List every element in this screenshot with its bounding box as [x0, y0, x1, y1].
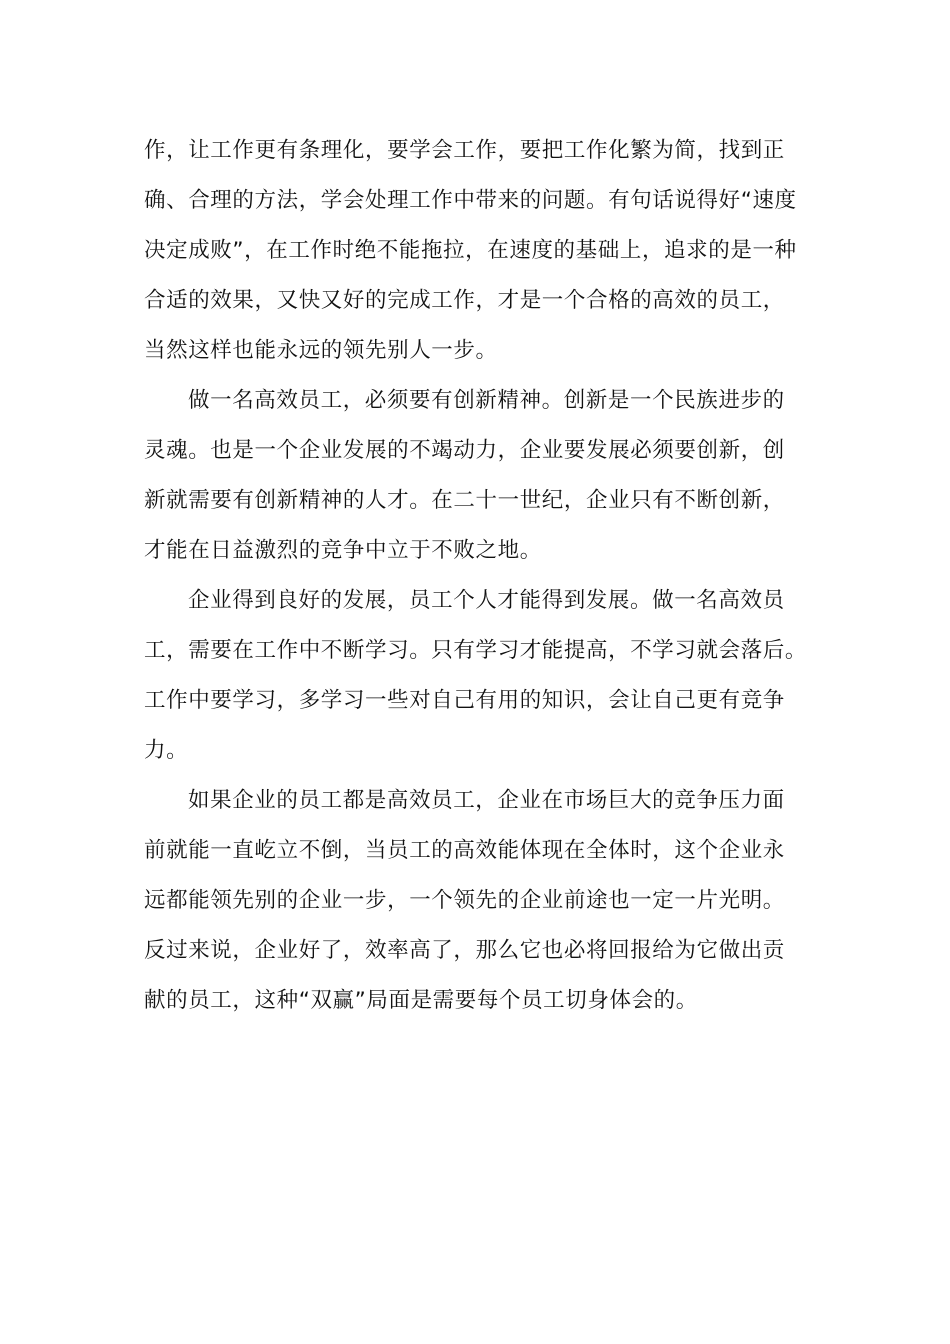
paragraph-line: 反过来说，企业好了，效率高了，那么它也必将回报给为它做出贡: [144, 938, 785, 963]
paragraph-first-line: 如果企业的员工都是高效员工，企业在市场巨大的竞争压力面: [188, 788, 785, 813]
paragraph-4: [144, 776, 809, 1026]
paragraph-first-line: 做一名高效员工，必须要有创新精神。创新是一个民族进步的: [188, 388, 785, 413]
paragraph-line: 灵魂。也是一个企业发展的不竭动力，企业要发展必须要创新，创: [144, 438, 785, 463]
paragraph-line: 确、合理的方法，学会处理工作中带来的问题。有句话说得好“速度: [144, 188, 797, 213]
paragraph-line: 当然这样也能永远的领先别人一步。: [144, 338, 498, 363]
paragraph-3: [144, 576, 809, 776]
paragraph-line: 决定成败”，在工作时绝不能拖拉，在速度的基础上，追求的是一种: [144, 238, 797, 263]
paragraph-first-line: 企业得到良好的发展，员工个人才能得到发展。做一名高效员: [188, 588, 785, 613]
document-body: [144, 126, 809, 1026]
paragraph-line: 工作中要学习，多学习一些对自己有用的知识，会让自己更有竞争: [144, 688, 785, 713]
paragraph-1: [144, 126, 809, 376]
paragraph-line: 合适的效果，又快又好的完成工作，才是一个合格的高效的员工，: [144, 288, 785, 313]
paragraph-line: 献的员工，这种“双赢”局面是需要每个员工切身体会的。: [144, 988, 698, 1013]
paragraph-line: 远都能领先别的企业一步，一个领先的企业前途也一定一片光明。: [144, 888, 785, 913]
paragraph-line: 前就能一直屹立不倒，当员工的高效能体现在全体时，这个企业永: [144, 838, 785, 863]
paragraph-2: [144, 376, 809, 576]
paragraph-line: 才能在日益激烈的竞争中立于不败之地。: [144, 538, 542, 563]
paragraph-line: 作，让工作更有条理化，要学会工作，要把工作化繁为简，找到正: [144, 138, 785, 163]
paragraph-line: 新就需要有创新精神的人才。在二十一世纪，企业只有不断创新，: [144, 488, 785, 513]
paragraph-line: 力。: [144, 738, 189, 763]
paragraph-line: 工，需要在工作中不断学习。只有学习才能提高，不学习就会落后。: [144, 638, 808, 663]
